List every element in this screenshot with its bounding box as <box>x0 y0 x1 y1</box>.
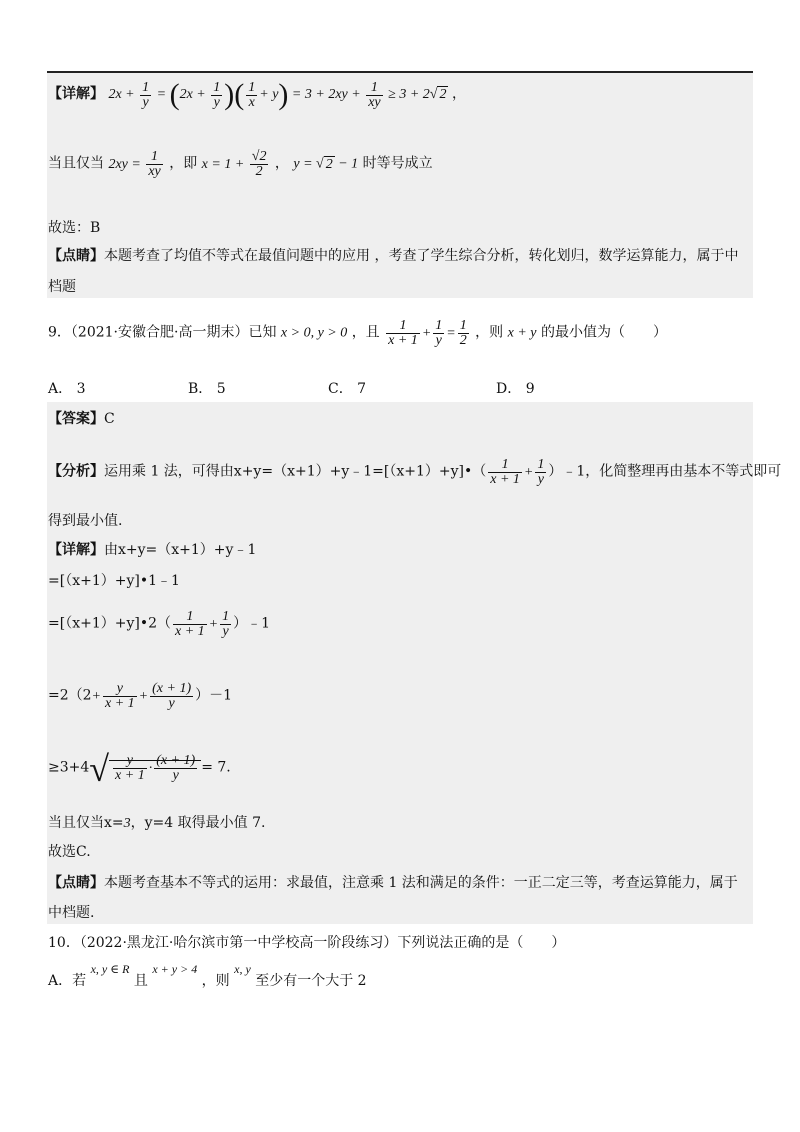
question-10-stem <box>48 934 565 952</box>
comma: ， <box>451 86 466 103</box>
detail-4-tail: 1 <box>223 687 233 704</box>
q9-expression: x + y <box>507 325 537 341</box>
analysis-tail: ）﹣1，化简整理再由基本不等式即可 <box>548 463 782 480</box>
q9-comment-1 <box>48 874 738 892</box>
q9-answer <box>48 410 115 428</box>
comment-label: 【点睛】 <box>48 248 104 264</box>
detail-label: 【详解】 <box>48 542 104 558</box>
cond-suffix: 时等号成立 <box>362 155 433 172</box>
q9-option-d <box>496 380 535 398</box>
option-value: 3 <box>76 381 86 397</box>
eq-pre: 当且仅当x= <box>48 815 124 831</box>
formula-8-main: 2x + $\frac{1}{y}$ = (2x + $\frac{1}{y}$ )( $\frac{1}{x}$ + y) = 3 + 2xy + $\frac{1}{xy}$ ≥ 3 + 2√ 2 <box>108 78 447 111</box>
q9-source: （2021·安徽合肥·高一期末）已知 <box>70 324 277 341</box>
option-value: 7 <box>357 381 367 397</box>
q9-choice: 故选C. <box>48 844 91 860</box>
q9-number: 9． <box>48 324 71 341</box>
q9-detail-3 <box>48 610 270 639</box>
q9-equality <box>48 814 265 833</box>
comment-label: 【点睛】 <box>48 875 104 891</box>
q9-detail-2: =[（x+1）+y]•1﹣1 <box>48 573 180 589</box>
analysis-text: 运用乘 1 法，可得由x+y=（x+1）+y﹣1=[（x+1）+y]•（ <box>104 463 487 480</box>
q9-option-b <box>188 380 226 398</box>
cond-formula-1: 2xy = $\frac{1}{xy}$ <box>108 149 161 179</box>
detail-4-fraction: + $\frac{y}{x + 1}$ + $\frac{(x + 1)}{y}$ <box>91 681 192 711</box>
condition-line-8 <box>48 150 433 179</box>
q9-stem-then: ，则 <box>475 324 504 341</box>
q10-a-and: 且 <box>133 973 148 989</box>
detail-line-8 <box>48 80 466 110</box>
detail-5-pre: ≥3+4 <box>48 759 90 776</box>
q9-detail-5 <box>48 748 231 789</box>
q9-detail-4 <box>48 682 232 711</box>
choice-8: 故选：B <box>48 220 101 236</box>
option-letter: D． <box>496 381 522 397</box>
detail-label: 【详解】 <box>48 86 104 103</box>
comment-line-8b: 档题 <box>48 279 76 295</box>
analysis-label: 【分析】 <box>48 463 104 480</box>
q10-a-cond1: x, y ∈ R <box>90 962 130 976</box>
q10-a-letter: A．若 <box>48 973 87 989</box>
q9-analysis-line2: 得到最小值. <box>48 513 123 529</box>
detail-3-pre: =[（x+1）+y]•2（ <box>48 615 171 632</box>
option-letter: A． <box>48 381 73 397</box>
q9-equation: $\frac{1}{x + 1}$ + $\frac{1}{y}$ = $\frac{1}{2}$ <box>388 318 467 348</box>
q9-option-a <box>48 380 86 398</box>
detail-5-post: = 7. <box>201 759 231 776</box>
detail-5-sqrt: √ $\frac{y}{x + 1}$ · $\frac{(x + 1)}{y}$ <box>89 761 201 776</box>
cond-formula-x: x = 1 + $\frac{√2}{2}$ <box>201 149 267 179</box>
question-9-stem <box>48 319 667 348</box>
q9-stem-end: 的最小值为（ ） <box>540 324 667 341</box>
comment-text-8a: 本题考查了均值不等式在最值问题中的应用 ，考查了学生综合分析，转化划归，数学运算能力，属于中 <box>104 248 739 264</box>
q9-detail-1 <box>48 541 256 559</box>
q9-condition: x > 0, y > 0 <box>280 325 348 341</box>
q10-a-vars: x, y <box>234 962 251 976</box>
comment-text: 本题考查基本不等式的运用：求最值，注意乘 1 法和满足的条件：一正二定三等，考查运算能力，属于 <box>104 875 738 891</box>
detail-4-post: ）－ <box>195 687 224 704</box>
q10-a-then: ，则 <box>201 973 230 989</box>
q9-analysis <box>48 458 781 487</box>
option-value: 9 <box>525 381 535 397</box>
detail-3-post: ）﹣1 <box>233 615 271 632</box>
q10-option-a <box>48 962 367 990</box>
cond-sep: ， <box>274 155 289 172</box>
detail-4-pre: =2（2 <box>48 687 92 704</box>
option-value: 5 <box>216 381 226 397</box>
q9-comment-2: 中档题. <box>48 905 95 921</box>
answer-value: C <box>104 411 115 427</box>
cond-prefix: 当且仅当 <box>48 155 104 172</box>
q10-a-cond2: x + y > 4 <box>152 962 198 976</box>
cond-formula-y: y = √ 2 − 1 <box>293 156 359 172</box>
cond-mid: ，即 <box>169 155 198 172</box>
answer-label: 【答案】 <box>48 411 104 427</box>
q10-source: （2022·黑龙江·哈尔滨市第一中学校高一阶段练习）下列说法正确的是（ ） <box>79 935 566 951</box>
detail-3-fraction: $\frac{1}{x + 1}$ + $\frac{1}{y}$ <box>175 609 230 639</box>
analysis-fraction: $\frac{1}{x + 1}$ + $\frac{1}{y}$ <box>490 457 545 487</box>
eq-x: 3 <box>123 816 131 831</box>
q9-stem-mid: ，且 <box>351 324 380 341</box>
q10-a-end: 至少有一个大于 2 <box>255 973 367 989</box>
q10-number: 10． <box>48 935 80 951</box>
option-letter: B． <box>188 381 213 397</box>
detail-text: 由x+y=（x+1）+y﹣1 <box>104 542 257 558</box>
comment-line-8a <box>48 247 738 265</box>
option-letter: C． <box>328 381 353 397</box>
eq-post: ，y=4 取得最小值 7. <box>130 815 266 831</box>
q9-option-c <box>328 380 366 398</box>
